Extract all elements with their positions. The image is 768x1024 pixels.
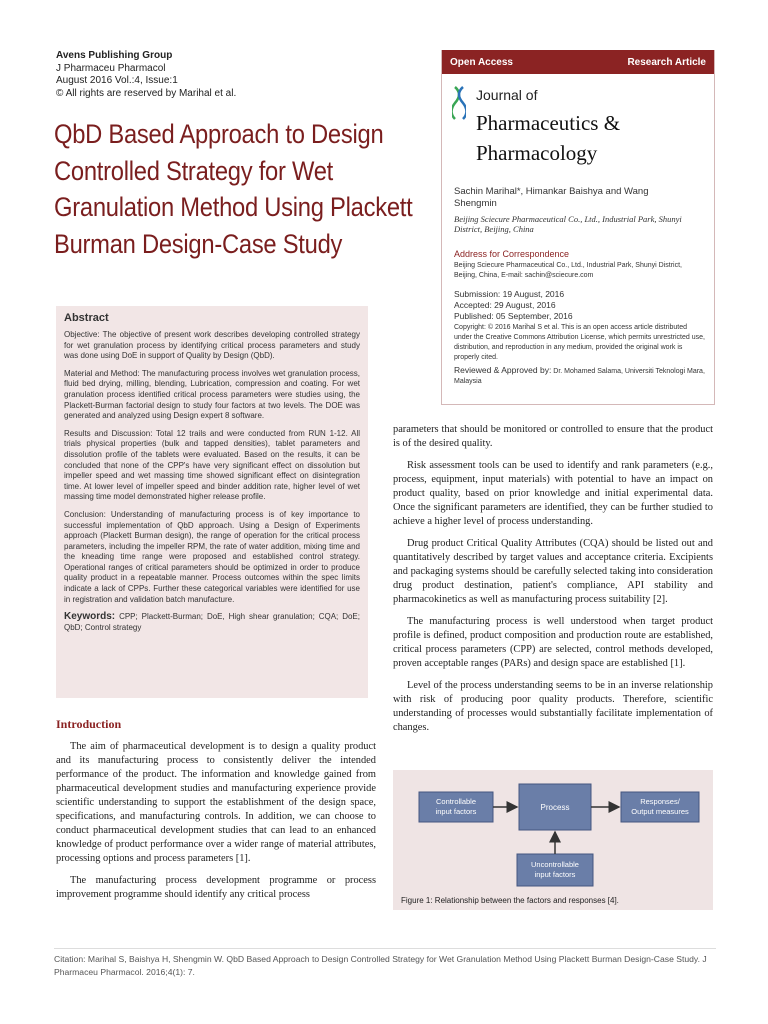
authors: Sachin Marihal*, Himankar Baishya and Wang Shengmin — [454, 186, 649, 209]
journal-name-line1: Pharmaceutics & — [476, 111, 621, 135]
uncontrollable-label-1: Uncontrollable — [531, 860, 579, 869]
keywords-list: CPP; Plackett-Burman; DoE, High shear granulation; CQA; DoE; QbD; Control strategy — [64, 612, 360, 632]
reviewed-label: Reviewed & Approved by: — [454, 365, 552, 375]
rights-notice: © All rights are reserved by Marihal et al. — [56, 87, 237, 99]
intro-paragraph-1: The aim of pharmaceutical development is to design a quality product and its manufacturing process to consistently deliver the intended performance of the product. The information and knowledge gained from pharmaceutical development studies and manufacturing experience provide scientific understanding to support the establishment of the design space, specifications, and manufacturing controls. In addition, we can choose to conduct pharmaceutical development studies that can lead to an enhanced knowledge of product performance over a wider range of material attributes, processing options and process parameters [1]. — [56, 741, 376, 864]
abstract-results: Results and Discussion: Total 12 trails and were conducted from RUN 1-12. All trials physical properties (bulk and tapped densities), tablet parameters and dissolution profile of the tablets were evaluated. Based on the results, it can be concluded that none of the CPP's have very significant effect on dissolution but impeller speed and wet massing time showed significant effect on disintegration time. At lower level of impeller speed and binder addition rate, higher level of wet massing time model demonstrated higher release profile. — [64, 428, 360, 502]
journal-info-box — [441, 50, 715, 405]
keywords-label: Keywords: — [64, 611, 116, 623]
responses-label-1: Responses/ — [640, 797, 680, 806]
right-paragraph-2: Drug product Critical Quality Attributes (CQA) should be listed out and quantitatively described by target values and acceptance criteria. Excipients and packaging systems should be carefully selected taking into consideration drug product destination, patient's compliance, API stability and pharmacokinetics as well as manufacturing process suitability [2]. — [393, 538, 713, 605]
abstract-objective: Objective: The objective of present work describes developing controlled strategy for wet granulation process by identifying critical process parameters and study was done using DoE in support of Quality by Design (QbD). — [64, 330, 360, 361]
right-paragraph-4: Level of the process understanding seems to be in an inverse relationship with risk of producing poor quality products. Therefore, scientific understanding of processes would substantially facilitate implementation of changes. — [393, 680, 713, 733]
introduction-heading: Introduction — [56, 717, 122, 731]
right-paragraph-1: Risk assessment tools can be used to identify and rank parameters (e.g., process, equipment, input materials) with potential to have an impact on product quality, based on prior knowledge and initial experimental data. Once the significant parameters are identified, they can be further studied to achieve a higher level of process understanding. — [393, 460, 713, 527]
journal-banner — [442, 50, 714, 74]
abstract-method: Material and Method: The manufacturing process involves wet granulation process, fluid bed drying, milling, blending, Lubrication, compression and coating. For wet granulation process identified critical process parameters were studies using, the Plackett-Burman factorial design to study four factors at two levels. The DOE was generated and analyzed using Design expert 8 software. — [64, 368, 360, 421]
open-access-label: Open Access — [450, 57, 513, 68]
figure-caption: Figure 1: Relationship between the factors and responses [4]. — [401, 896, 619, 905]
journal-name-line2: Pharmacology — [476, 141, 598, 165]
abstract-box — [56, 306, 368, 698]
journal-abbr: J Pharmaceu Pharmacol — [56, 62, 166, 74]
dna-logo-icon — [452, 85, 466, 121]
affiliation: Beijing Sciecure Pharmaceutical Co., Ltd., Industrial Park, Shunyi District, Beijing, China — [454, 214, 682, 234]
right-column-text — [393, 423, 713, 743]
abstract-heading: Abstract — [64, 312, 109, 324]
reviewer-info — [454, 365, 706, 387]
issue-info: August 2016 Vol.:4, Issue:1 — [56, 75, 178, 86]
correspondence-address: Beijing Sciecure Pharmaceutical Co., Ltd., Industrial Park, Shunyi District, Beijing, China, E-mail: sachin@sciecure.com — [454, 262, 682, 279]
journal-of-label: Journal of — [476, 87, 538, 103]
figure-1 — [393, 770, 713, 910]
publisher-name: Avens Publishing Group — [56, 50, 173, 61]
published-date: Published: 05 September, 2016 — [454, 311, 573, 321]
controllable-label-2: input factors — [435, 807, 477, 816]
right-paragraph-3: The manufacturing process is well understood when target product profile is defined, product composition and production route are established, critical process parameters (CPP) are selected, control methods developed, proven acceptable ranges (PARs) and design space are established [1]. — [393, 616, 713, 669]
uncontrollable-label-2: input factors — [534, 870, 576, 879]
citation-footer: Citation: Marihal S, Baishya H, Shengmin W. QbD Based Approach to Design Controlled Strategy for Wet Granulation Method Using Plackett Burman Design-Case Study. J Pharmaceu Pharmacol. 2016;4(1): 7. — [54, 948, 716, 979]
left-column-text — [56, 740, 376, 910]
article-type-label: Research Article — [627, 57, 706, 68]
process-label: Process — [540, 803, 570, 812]
address-heading: Address for Correspondence — [454, 249, 570, 259]
intro-paragraph-2: The manufacturing process development programme or process improvement programme should identify any critical process — [56, 875, 376, 900]
article-title: QbD Based Approach to Design Controlled Strategy for Wet Granulation Method Using Plackett Burman Design-Case Study — [54, 119, 413, 259]
process-diagram — [393, 770, 713, 894]
controllable-label-1: Controllable — [435, 797, 477, 806]
publisher-header — [56, 50, 236, 100]
keywords — [64, 612, 360, 633]
journal-name — [476, 108, 620, 168]
submission-date: Submission: 19 August, 2016 — [454, 289, 565, 299]
accepted-date: Accepted: 29 August, 2016 — [454, 300, 556, 310]
copyright-notice: Copyright: © 2016 Marihal S et al. This is an open access article distributed under the Creative Commons Attribution License, which permits unrestricted use, distribution, and reproduction in any medium, provided the original work is properly cited. — [454, 324, 705, 361]
reviewer-name: Dr. Mohamed Salama, Universiti Teknologi Mara, Malaysia — [454, 368, 705, 385]
responses-label-2: Output measures — [631, 807, 689, 816]
right-paragraph-0: parameters that should be monitored or controlled to ensure that the product is of the desired quality. — [393, 424, 713, 449]
abstract-conclusion: Conclusion: Understanding of manufacturing process is of key importance to successful implementation of QbD approach. Using a Design of Experiments approach (Plackett Burman design), the range of operation for the critical process parameters, including the impeller RPM, the rate of water addition, mixing time and the kneading time range were proposed and established control strategy. Operational ranges of critical parameters should be optimized in order to produce quality product in a repeatable manner. Process outcomes within the spec limits indicate a lack of CPPs. Further these categorical variables were identified for use in registration and validation batch manufacture. — [64, 509, 360, 604]
